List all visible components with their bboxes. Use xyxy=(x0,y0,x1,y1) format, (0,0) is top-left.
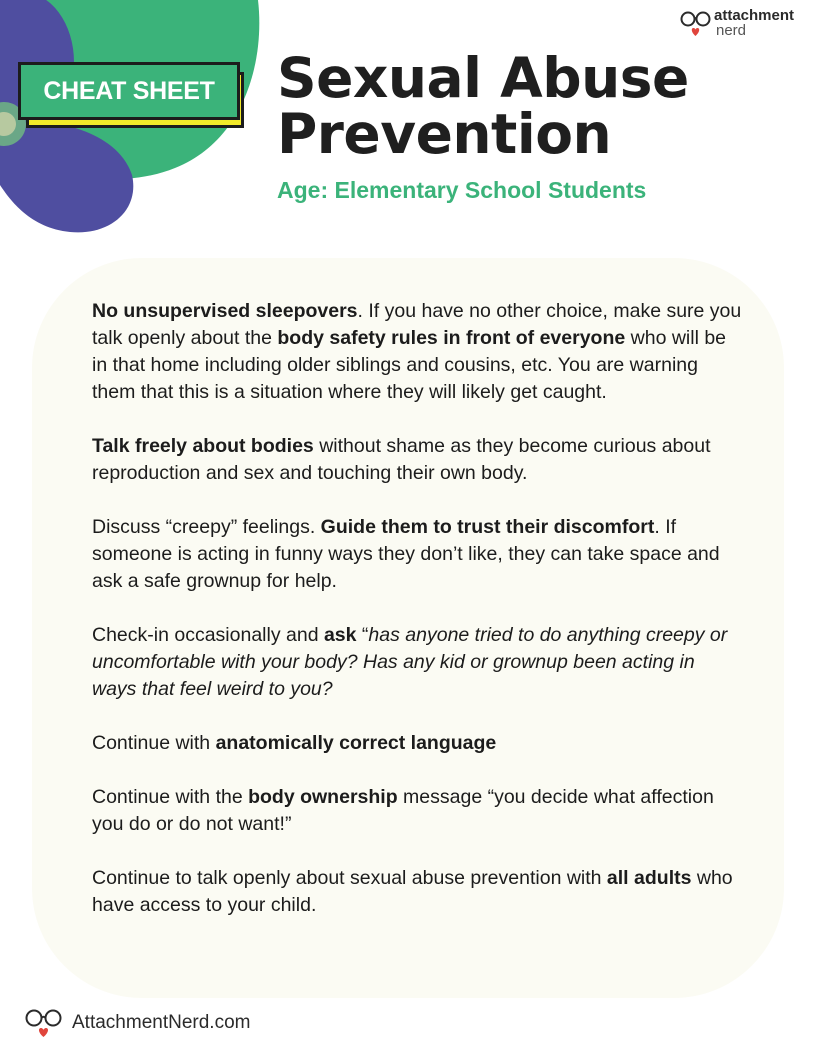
tip-text: who will be in that home including older siblings and cousins, etc. You are warning them that this is a situation where they will likely get caught. xyxy=(92,327,727,403)
brand-name-line1: attachment xyxy=(714,7,795,24)
badge-label: CHEAT SHEET xyxy=(18,62,240,120)
tip-text: Discuss “creepy” feelings. xyxy=(92,516,321,538)
footer-site-link[interactable]: AttachmentNerd.com xyxy=(72,1012,251,1033)
tip-creepy-feelings xyxy=(92,514,742,595)
tip-quote: has anyone tried to do anything creepy or uncomfortable with your body? Has any kid or grownup been acting in ways that feel weird to you? xyxy=(92,624,728,700)
tip-text: . If someone is acting in funny ways they don’t like, they can take space and ask a safe grownup for help. xyxy=(92,516,720,592)
tip-emphasis: Talk freely about bodies xyxy=(92,435,314,457)
tip-text: Continue with the xyxy=(92,786,249,808)
brand-name-line2: nerd xyxy=(716,22,747,39)
tip-emphasis: body safety rules in front of everyone xyxy=(277,327,626,349)
tip-talk-about-bodies xyxy=(92,433,742,487)
tip-text: Continue to talk openly about sexual abuse prevention with xyxy=(92,867,607,889)
tip-text: “ xyxy=(356,624,369,646)
tip-text: who have access to your child. xyxy=(92,867,733,916)
tip-emphasis: all adults xyxy=(606,867,692,889)
tip-emphasis: ask xyxy=(323,624,357,646)
title-line-2: Prevention xyxy=(277,102,612,166)
tip-check-in xyxy=(92,622,742,703)
glasses-heart-icon xyxy=(680,10,712,38)
tip-emphasis: anatomically correct language xyxy=(215,732,497,754)
tip-emphasis: body ownership xyxy=(248,786,398,808)
tip-text: . If you have no other choice, make sure you talk openly about the xyxy=(92,300,742,349)
tip-emphasis: No unsupervised sleepovers xyxy=(92,300,358,322)
glasses-heart-icon xyxy=(24,1008,64,1038)
tip-body-ownership xyxy=(92,784,742,838)
tip-text: Check-in occasionally and xyxy=(92,624,324,646)
tip-sleepovers xyxy=(92,298,742,406)
title-line-1: Sexual Abuse xyxy=(277,46,689,110)
age-subtitle: Age: Elementary School Students xyxy=(277,177,647,203)
tip-talk-to-adults xyxy=(92,865,742,919)
tip-text: message “you decide what affection you do or do not want!” xyxy=(92,786,714,835)
tip-text: Continue with xyxy=(92,732,216,754)
tip-text: without shame as they become curious about reproduction and sex and touching their own body. xyxy=(92,435,711,484)
cheat-sheet-badge xyxy=(18,62,250,136)
tip-correct-language xyxy=(92,730,742,757)
brand-logo xyxy=(680,8,810,40)
page-title xyxy=(277,46,689,166)
footer xyxy=(24,1007,250,1039)
tip-emphasis: Guide them to trust their discomfort xyxy=(320,516,655,538)
tips-list xyxy=(92,298,742,946)
